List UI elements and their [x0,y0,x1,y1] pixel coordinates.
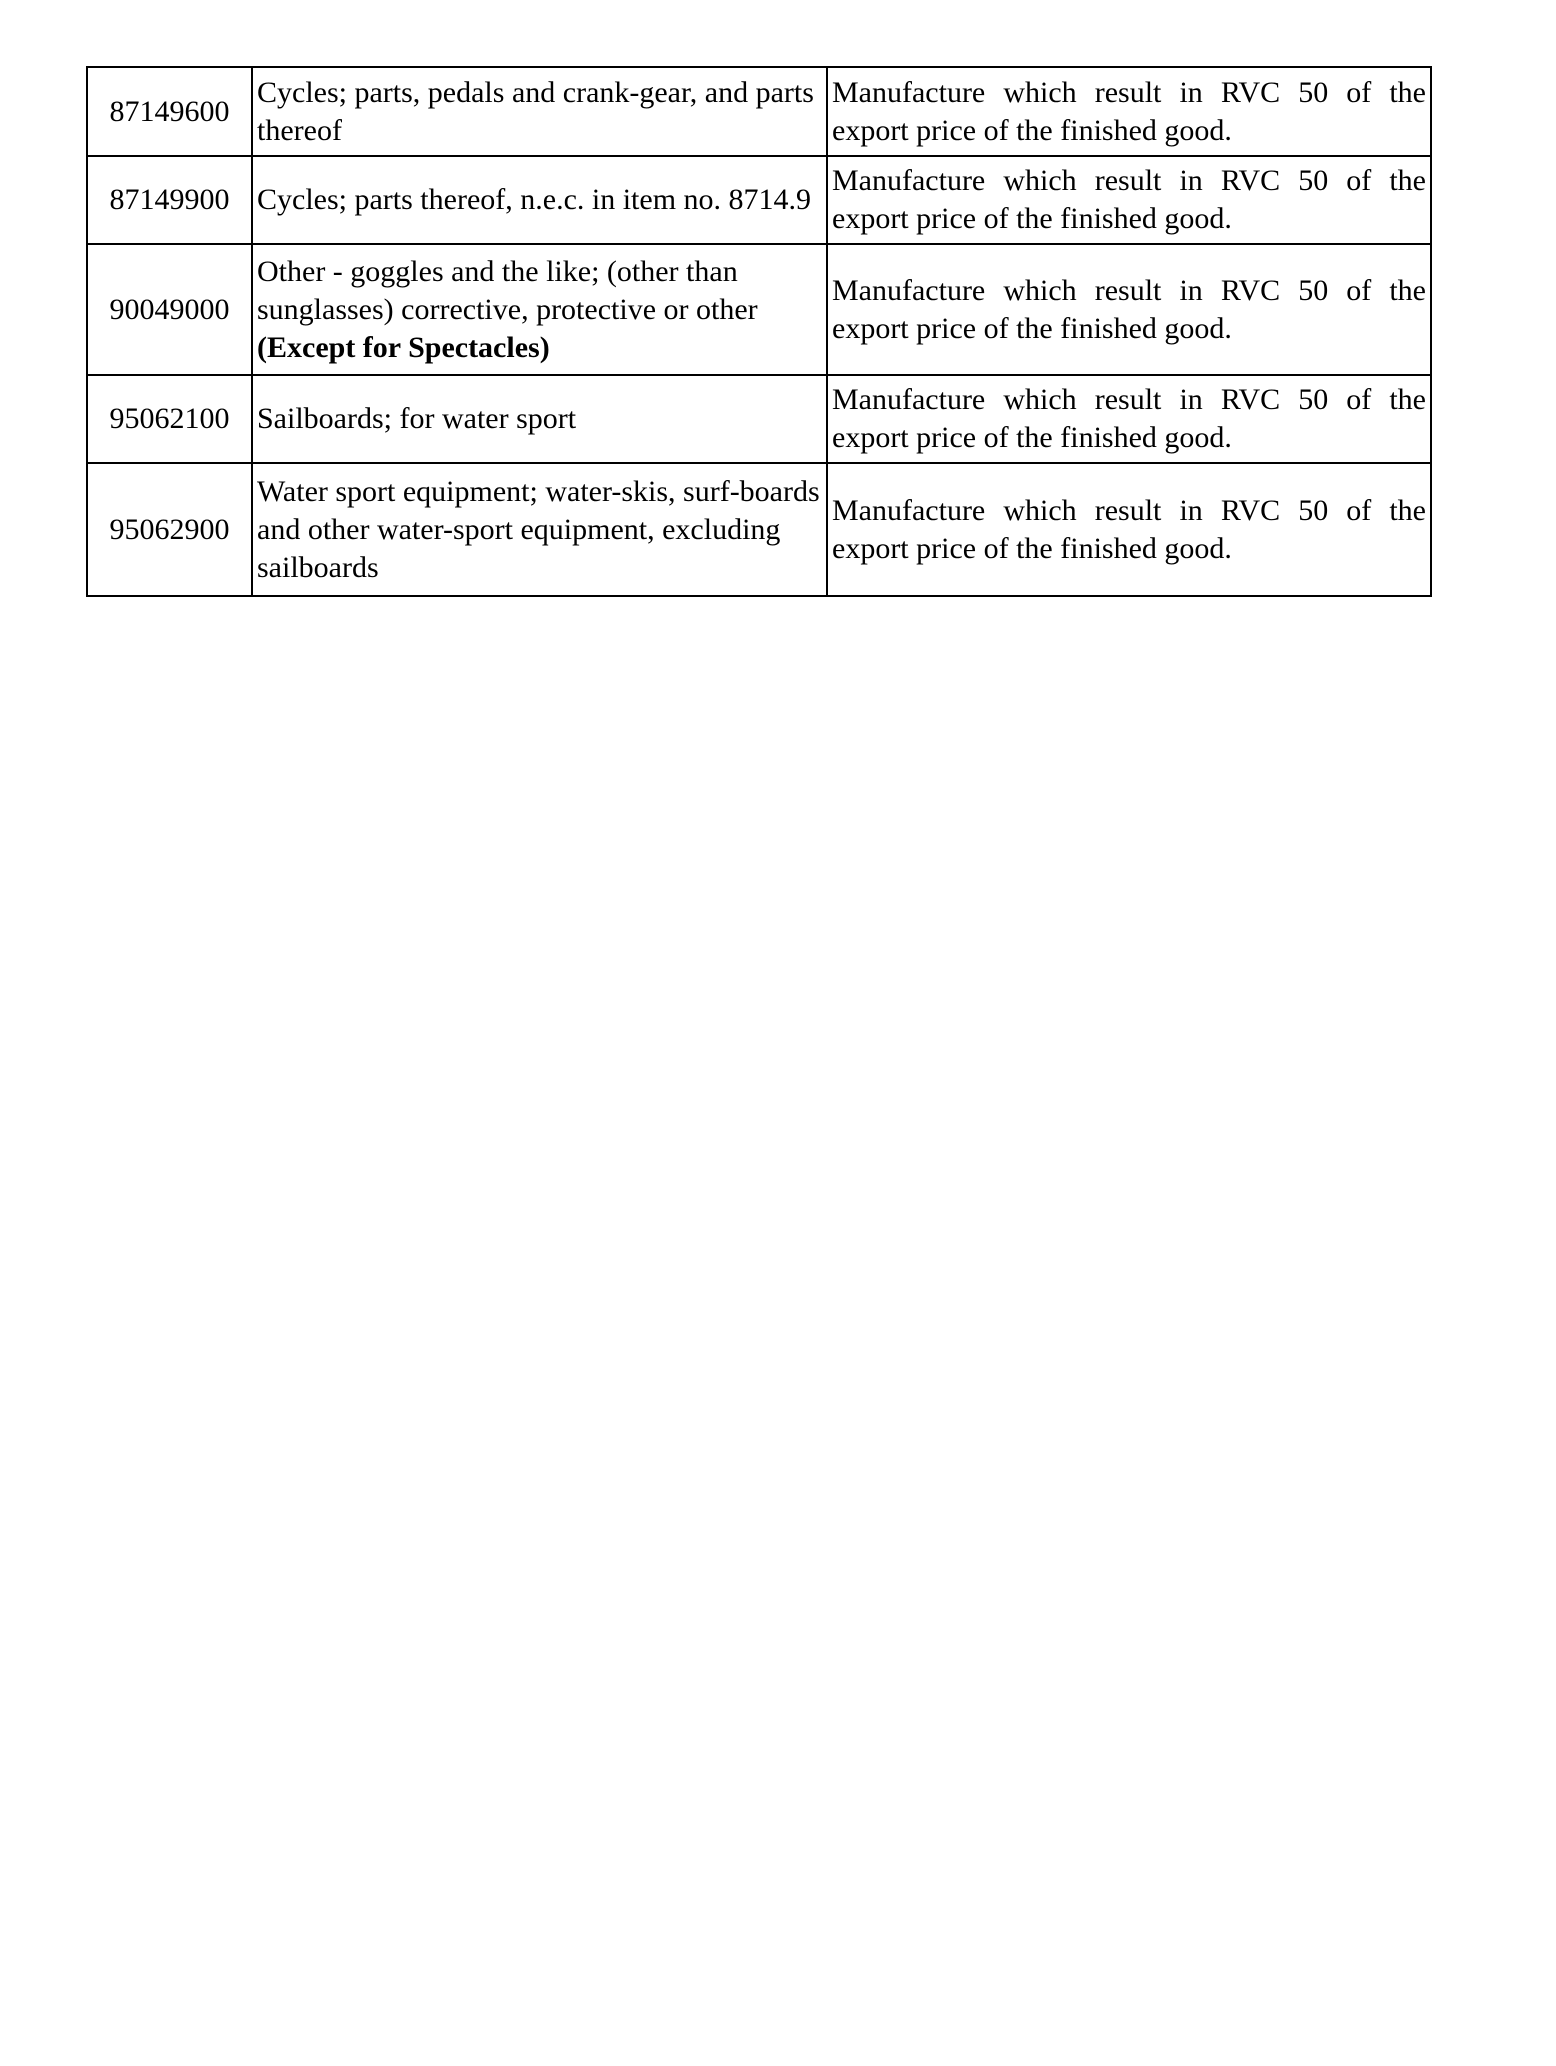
origin-rule-cell: Manufacture which result in RVC 50 of the export price of the finished good. [827,67,1431,156]
origin-rule-cell: Manufacture which result in RVC 50 of the export price of the finished good. [827,156,1431,244]
description-cell [252,67,827,156]
description-cell [252,244,827,375]
table-row [87,67,1431,156]
description-exception-note: (Except for Spectacles) [257,330,550,364]
origin-rule-cell: Manufacture which result in RVC 50 of the export price of the finished good. [827,463,1431,596]
description-cell [252,156,827,244]
description-text: Cycles; parts, pedals and crank-gear, and parts thereof [257,75,814,147]
description-text: Cycles; parts thereof, n.e.c. in item no. 8714.9 [257,183,812,216]
description-text: Sailboards; for water sport [257,402,577,435]
origin-rule-cell: Manufacture which result in RVC 50 of the export price of the finished good. [827,244,1431,375]
hs-code-cell: 95062100 [87,375,252,463]
hs-code-cell: 87149600 [87,67,252,156]
table-row [87,375,1431,463]
description-cell [252,375,827,463]
table-row [87,156,1431,244]
rules-of-origin-table [86,66,1432,597]
description-text: Water sport equipment; water-skis, surf-boards and other water-sport equipment, excluding sailboards [257,474,820,584]
hs-code-cell: 90049000 [87,244,252,375]
table-row [87,463,1431,596]
hs-code-cell: 87149900 [87,156,252,244]
hs-code-cell: 95062900 [87,463,252,596]
origin-rule-cell: Manufacture which result in RVC 50 of the export price of the finished good. [827,375,1431,463]
description-cell [252,463,827,596]
table-row [87,244,1431,375]
description-text: Other - goggles and the like; (other than sunglasses) corrective, protective or other [257,254,758,326]
